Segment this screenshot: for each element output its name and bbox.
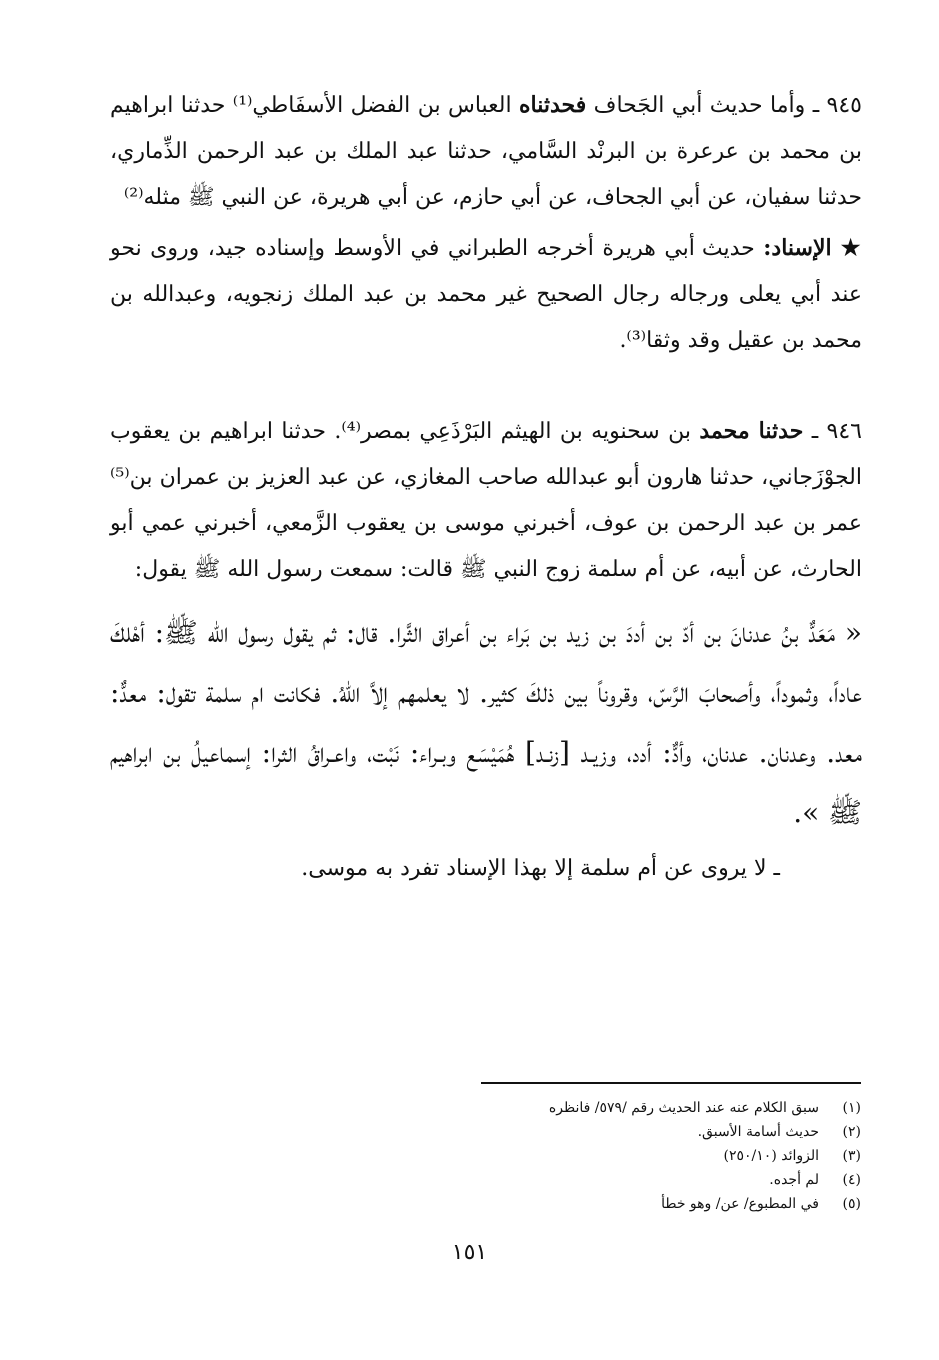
hadith-bold: حدثنا محمد (699, 418, 804, 444)
hadith-tail: ـ لا يروى عن أم سلمة إلا بهذا الإسناد تفرد به موسى. (301, 856, 780, 881)
page-body (110, 82, 862, 891)
footnote-item (461, 1192, 861, 1216)
footnote-text: سبق الكلام عنه عند الحديث رقم /٥٧٩/ فانظره (548, 1100, 819, 1116)
hadith-quote: « مَعَدٌّ بنُ عدنانَ بن أدّ بن أددَ بن زيد بن بَراء بن أعراق الثَّرا. قال: ثم يقول رسول الله ﷺ: أهْلكَ عاداً، وثموداً، وأصحابَ الرَّسّ، وقروناً بين ذلكَ كثير. لا يعلمهم إلاَّ اللهُ. فكانت ام سلمة تقول: معدٌّ: معد. وعدنان. عدنان، وأدٌّ: أدد، وزيـد [زنـد] هُمَيْسَع وبـراء: نَبْت، واعـراقُ الثرا: إسماعيلُ بن ابراهيم ﷺ ». (110, 616, 862, 829)
footnote-text: في المطبوع/ عن/ وهو خطأ (661, 1196, 819, 1212)
hadith-lead: وأما حديث أبي الجَحاف (593, 93, 806, 118)
hadith-number: ٩٤٦ ـ (811, 419, 862, 444)
isnad-text: حديث أبي هريرة أخرجه الطبراني في الأوسط وإسناده جيد، وروى نحو عند أبي يعلى ورجاله رجال الصحيح غير محمد بن عبد الملك زنجويه، وعبدالله بن محمد بن عقيل وقد وثقا⁽³⁾. (110, 236, 862, 353)
isnad-note (110, 225, 862, 364)
hadith-946 (110, 408, 862, 593)
footnote-divider (481, 1082, 861, 1084)
footnote-item (461, 1096, 861, 1120)
page-number: ١٥١ (451, 1240, 488, 1265)
footnote-item (461, 1144, 861, 1168)
hadith-number: ٩٤٥ ـ (812, 93, 862, 118)
footnote-text: لم أجده. (769, 1172, 819, 1188)
isnad-label: ★ الإسناد: (763, 235, 863, 261)
footnote-item (461, 1120, 861, 1144)
hadith-text: بن سحنويه بن الهيثم البَرْذَعِي بمصر⁽⁴⁾. حدثنا ابراهيم بن يعقوب الجوْزَجاني، حدثنا هارون أبو عبدالله صاحب المغازي، عن عبد العزيز بن عمران بن⁽⁵⁾ عمر بن عبد الرحمن بن عوف، أخبرني موسى بن يعقوب الزَّمعي، أخبرني عمي أبو الحارث، عن أبيه، عن أم سلمة زوج النبي ﷺ قالت: سمعت رسول الله ﷺ يقول: (110, 419, 862, 582)
footnote-text: الزوائد (٢٥٠/١٠) (723, 1148, 819, 1164)
hadith-text: العباس بن الفضل الأسفَاطي⁽¹⁾ حدثنا ابراهيم بن محمد بن عرعرة بن البرنْد السَّامي، حدثنا عبد الملك بن عبد الرحمن الذِّماري، حدثنا سفيان، عن أبي الجحاف، عن أبي حازم، عن أبي هريرة، عن النبي ﷺ مثله⁽²⁾ (110, 93, 862, 210)
footnotes (461, 1096, 861, 1216)
footnote-item (461, 1168, 861, 1192)
footnote-number: (١) (842, 1100, 861, 1116)
hadith-945 (110, 82, 862, 221)
footnote-number: (٤) (842, 1172, 861, 1188)
footnote-number: (٢) (842, 1124, 861, 1140)
footnote-number: (٣) (842, 1148, 861, 1164)
hadith-bold: فحدثناه (519, 92, 587, 118)
footnote-text: حديث أسامة الأسبق. (697, 1124, 819, 1140)
footnote-number: (٥) (842, 1196, 861, 1212)
